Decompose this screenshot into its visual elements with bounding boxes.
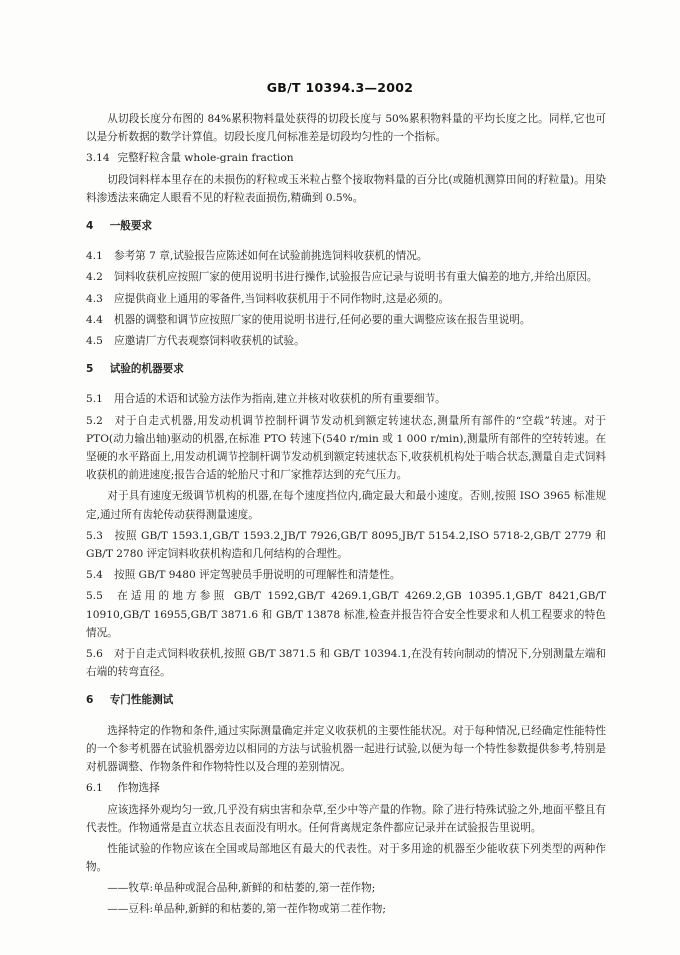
section-6-heading [86,691,606,709]
clause-5-4 [86,566,606,584]
page-header: GB/T 10394.3—2002 [266,80,414,95]
clause-text: 对于自走式饲料收获机,按照 GB/T 3871.5 和 GB/T 10394.1,在没有转向制动的情况下,分别测量左端和右端的转弯直径。 [86,648,606,679]
clause-6-1-paragraph: 性能试验的作物应该在全国或局部地区有最大的代表性。对于多用途的机器至少能收获下列类型的两种作物。 [86,842,606,874]
list-item: ——豆科:单品种,新鲜的和枯萎的,第一茬作物或第二茬作物; [107,902,386,915]
clause-4-4 [86,311,606,329]
clause-5-3 [86,527,606,563]
clause-title: 作物选择 [117,782,160,795]
clause-number: 4.3 [86,292,103,305]
clause-number: 4.5 [86,335,103,348]
clause-title: 完整籽粒含量 whole-grain fraction [117,152,294,165]
list-item: ——牧草:单品种或混合品种,新鲜的和枯萎的,第一茬作物; [107,882,376,895]
clause-number: 4.1 [86,250,103,263]
intro-paragraph: 从切段长度分布图的 84%累积物料量处获得的切段长度与 50%累积物料量的平均长度之比。同样,它也可以是分析数据的数学计算值。切段长度几何标准差是切段均匀性的一个指标。 [86,113,606,144]
clause-4-2 [86,268,606,286]
section-title: 专门性能测试 [109,694,174,707]
clause-number: 4.2 [86,271,103,284]
clause-5-6 [86,645,606,681]
clause-number: 5.3 [86,529,103,542]
clause-5-5 [86,587,606,642]
clause-5-1 [86,390,606,408]
clause-6-1-paragraph: 应该选择外观均匀一致,几乎没有病虫害和杂草,至少中等产量的作物。除了进行特殊试验之外,地面平整且有代表性。作物通常是直立状态且表面没有明水。任何背离规定条件都应记录并在试验报告里说明。 [86,803,606,834]
clause-number: 6.1 [86,782,103,795]
section-title: 试验的机器要求 [109,363,184,376]
clause-number: 5.2 [86,414,103,427]
section-number: 6 [86,694,94,707]
clause-4-5 [86,332,606,350]
clause-text: 饲料收获机应按照厂家的使用说明书进行操作,试验报告应记录与说明书有重大偏差的地方,并给出原因。 [114,271,598,284]
clause-number: 5.6 [86,648,103,661]
clause-number: 4.4 [86,313,103,326]
clause-3-14-text: 切段饲料样本里存在的未损伤的籽粒或玉米粒占整个接取物料量的百分比(或随机测算田间的籽粒量)。用染料渗透法来确定人眼看不见的籽粒表面损伤,精确到 0.5%。 [86,173,606,204]
clause-text: 对于自走式机器,用发动机调节控制杆调节发动机到额定转速状态,测量所有部件的“空载”转速。对于 PTO(动力输出轴)驱动的机器,在标准 PTO 转速下(540 r/min 或 1 000 r/min),测量所有部件的空转转速。在坚硬的水平路面上,用发动机调节控制杆调节发动机到额定转速状态下,收获机机构处于啮合状态,测量自走式饲料收获机的前进速度;报告合适的轮胎尺寸和厂家推荐达到的充气压力。 [86,414,606,482]
section-6-intro: 选择特定的作物和条件,通过实际测量确定并定义收获机的主要性能状况。对于每种情况,已经确定性能特性的一个参考机器在试验机器旁边以相同的方法与试验机器一起进行试验,以便为每一个特性参数提供参考,特别是对机器调整、作物条件和作物特性以及合理的差别情况。 [86,724,606,774]
section-title: 一般要求 [109,220,153,233]
clause-5-2-continued: 对于具有速度无级调节机构的机器,在每个速度挡位内,确定最大和最小速度。否则,按照 ISO 3965 标准规定,通过所有齿轮传动获得测量速度。 [86,490,606,521]
clause-number: 5.4 [86,569,103,582]
clause-5-2 [86,412,606,485]
clause-number: 3.14 [86,152,110,165]
clause-number: 5.1 [86,393,103,406]
document-body [86,110,606,920]
clause-text: 机器的调整和调节应按照厂家的使用说明书进行,任何必要的重大调整应该在报告里说明。 [114,313,531,326]
clause-number: 5.5 [86,590,103,603]
clause-text: 用合适的术语和试验方法作为指南,建立并核对收获机的所有重要细节。 [114,393,446,406]
section-number: 5 [86,363,94,376]
clause-text: 在适用的地方参照 GB/T 1592,GB/T 4269.1,GB/T 4269.2,GB 10395.1,GB/T 8421,GB/T 10910,GB/T 16955,GB/T 3871.6 和 GB/T 13878 标准,检查并报告符合安全性要求和人机工程要求的特色情况。 [86,590,606,639]
section-5-heading [86,360,606,378]
clause-6-1 [86,779,606,797]
clause-text: 应邀请厂方代表观察饲料收获机的试验。 [114,335,305,348]
clause-text: 应提供商业上通用的零备件,当饲料收获机用于不同作物时,这是必须的。 [114,292,450,305]
clause-text: 按照 GB/T 9480 评定驾驶员手册说明的可理解性和清楚性。 [114,569,401,582]
section-4-heading [86,217,606,235]
clause-text: 按照 GB/T 1593.1,GB/T 1593.2,JB/T 7926,GB/T 8095,JB/T 5154.2,ISO 5718-2,GB/T 2779 和 GB/T 2780 评定饲料收获机构造和几何结构的合理性。 [86,529,606,561]
section-number: 4 [86,220,94,233]
clause-4-3 [86,290,606,308]
clause-text: 参考第 7 章,试验报告应陈述如何在试验前挑选饲料收获机的情况。 [114,250,428,263]
clause-4-1 [86,247,606,265]
clause-3-14 [86,149,606,167]
